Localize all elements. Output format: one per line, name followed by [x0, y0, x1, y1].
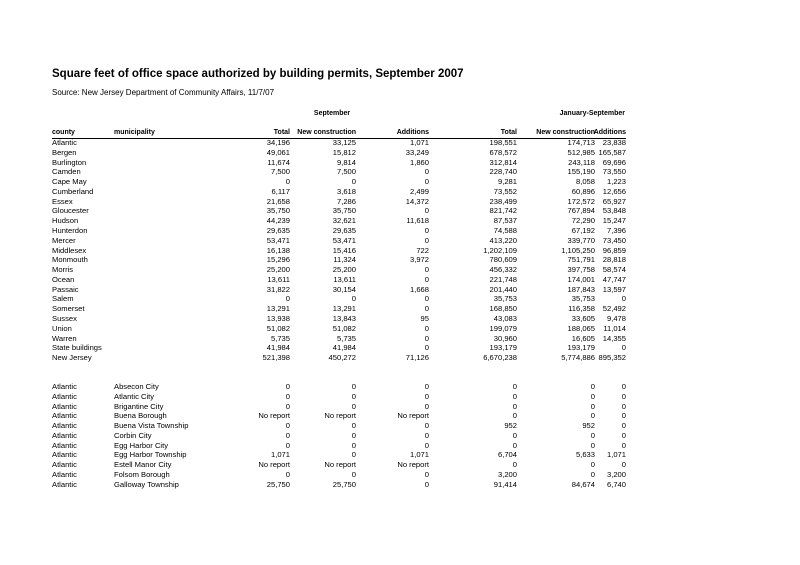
- cell-ytd-additions: 12,656: [602, 186, 626, 196]
- source-note: Source: New Jersey Department of Community Affairs, 11/7/07: [52, 88, 275, 97]
- cell-municipality: Egg Harbor Township: [114, 450, 187, 460]
- cell-county: State buildings: [52, 343, 102, 353]
- county-row: [0, 285, 800, 295]
- cell-ytd-additions: 58,574: [602, 265, 626, 275]
- cell-ytd-total: 238,499: [489, 196, 517, 206]
- cell-additions: 0: [424, 226, 429, 236]
- cell-ytd-new-construction: 0: [590, 382, 595, 391]
- cell-additions: 0: [424, 265, 429, 275]
- cell-ytd-total: 456,332: [489, 265, 517, 275]
- cell-ytd-total: 0: [512, 391, 517, 401]
- cell-ytd-new-construction: 512,985: [567, 147, 595, 157]
- cell-total: 0: [285, 421, 290, 431]
- cell-new-construction: 33,125: [332, 138, 356, 147]
- cell-county: Hudson: [52, 216, 79, 226]
- cell-new-construction: 0: [351, 391, 356, 401]
- cell-total: 1,071: [270, 450, 290, 460]
- cell-new-construction: 30,154: [332, 284, 356, 294]
- cell-ytd-new-construction: 84,674: [571, 479, 595, 489]
- cell-ytd-additions: 15,247: [602, 216, 626, 226]
- column-header-additions: Additions: [396, 129, 429, 136]
- cell-county: Atlantic: [52, 421, 77, 431]
- cell-additions: 0: [424, 235, 429, 245]
- cell-ytd-additions: 14,355: [602, 333, 626, 343]
- group-header-september: September: [313, 110, 351, 117]
- cell-additions: 3,972: [409, 255, 429, 265]
- municipality-row: [0, 450, 800, 460]
- cell-ytd-additions: 52,492: [602, 304, 626, 314]
- cell-additions: 1,860: [409, 157, 429, 167]
- cell-additions: 11,618: [406, 216, 429, 226]
- cell-additions: 95: [420, 314, 429, 324]
- cell-ytd-total: 413,220: [489, 235, 517, 245]
- cell-ytd-new-construction: 155,190: [567, 167, 595, 177]
- cell-new-construction: 450,272: [328, 353, 356, 363]
- cell-ytd-additions: 3,200: [606, 470, 626, 480]
- municipality-row: [0, 480, 800, 490]
- cell-new-construction: No report: [324, 411, 356, 421]
- cell-additions: 33,249: [405, 147, 429, 157]
- cell-county: Cumberland: [52, 186, 94, 196]
- cell-ytd-new-construction: 193,179: [567, 343, 595, 353]
- cell-county: Bergen: [52, 147, 77, 157]
- cell-ytd-total: 0: [512, 440, 517, 450]
- column-header-total: Total: [273, 129, 290, 136]
- cell-new-construction: 29,635: [332, 226, 356, 236]
- cell-county: Morris: [52, 265, 74, 275]
- cell-total: No report: [258, 411, 290, 421]
- cell-ytd-additions: 7,396: [606, 226, 626, 236]
- cell-additions: 2,499: [409, 186, 429, 196]
- cell-new-construction: 0: [351, 421, 356, 431]
- municipality-row: [0, 402, 800, 412]
- cell-total: 0: [285, 391, 290, 401]
- cell-ytd-total: 9,281: [497, 177, 517, 187]
- cell-ytd-new-construction: 0: [590, 470, 595, 480]
- cell-ytd-additions: 73,550: [602, 167, 626, 177]
- cell-ytd-new-construction: 174,713: [567, 138, 595, 147]
- county-row: [0, 353, 800, 363]
- cell-municipality: Corbin City: [114, 430, 152, 440]
- cell-ytd-total: 780,609: [489, 255, 517, 265]
- cell-county: Mercer: [52, 235, 76, 245]
- cell-total: 25,750: [266, 479, 290, 489]
- cell-total: 521,398: [262, 353, 290, 363]
- cell-total: 21,658: [266, 196, 290, 206]
- cell-ytd-total: 3,200: [497, 470, 517, 480]
- cell-county: Monmouth: [52, 255, 88, 265]
- cell-total: 49,061: [266, 147, 290, 157]
- county-row: [0, 206, 800, 216]
- cell-ytd-additions: 0: [621, 391, 626, 401]
- cell-county: Atlantic: [52, 401, 77, 411]
- cell-additions: 1,071: [409, 138, 429, 147]
- cell-ytd-additions: 6,740: [606, 479, 626, 489]
- cell-additions: 0: [424, 430, 429, 440]
- cell-total: 5,735: [270, 333, 290, 343]
- county-row: [0, 236, 800, 246]
- cell-ytd-new-construction: 188,065: [567, 323, 595, 333]
- cell-county: Sussex: [52, 314, 77, 324]
- cell-county: Hunterdon: [52, 226, 88, 236]
- cell-county: Atlantic: [52, 430, 77, 440]
- cell-municipality: Buena Vista Township: [114, 421, 189, 431]
- column-header-county: county: [52, 129, 75, 136]
- cell-new-construction: 0: [351, 382, 356, 391]
- cell-ytd-additions: 11,014: [603, 323, 626, 333]
- cell-total: 6,117: [271, 186, 290, 196]
- cell-ytd-new-construction: 1,105,250: [561, 245, 595, 255]
- cell-new-construction: 13,843: [332, 314, 356, 324]
- county-row: [0, 324, 800, 334]
- county-row: [0, 148, 800, 158]
- cell-ytd-total: 6,670,238: [483, 353, 517, 363]
- municipality-row: [0, 441, 800, 451]
- cell-total: 0: [285, 440, 290, 450]
- cell-county: Somerset: [52, 304, 85, 314]
- column-header-ytd-total: Total: [500, 129, 517, 136]
- cell-ytd-additions: 0: [621, 382, 626, 391]
- cell-ytd-total: 43,083: [493, 314, 517, 324]
- cell-ytd-new-construction: 0: [590, 430, 595, 440]
- county-row: [0, 275, 800, 285]
- municipality-row: [0, 470, 800, 480]
- cell-ytd-additions: 13,597: [602, 284, 626, 294]
- cell-new-construction: 13,611: [333, 274, 356, 284]
- cell-ytd-additions: 895,352: [598, 353, 626, 363]
- cell-additions: 1,668: [409, 284, 429, 294]
- cell-county: Burlington: [52, 157, 87, 167]
- county-row: [0, 197, 800, 207]
- cell-additions: 0: [424, 401, 429, 411]
- cell-new-construction: 53,471: [332, 235, 356, 245]
- cell-ytd-new-construction: 5,633: [575, 450, 595, 460]
- cell-ytd-total: 30,960: [493, 333, 517, 343]
- cell-ytd-total: 201,440: [489, 284, 517, 294]
- cell-ytd-total: 312,814: [489, 157, 517, 167]
- cell-ytd-total: 193,179: [489, 343, 517, 353]
- cell-ytd-additions: 0: [621, 411, 626, 421]
- cell-county: Atlantic: [52, 391, 77, 401]
- cell-total: 13,938: [266, 314, 290, 324]
- cell-ytd-total: 221,748: [489, 274, 517, 284]
- column-header-new-construction: New construction: [297, 129, 356, 136]
- cell-additions: 0: [424, 206, 429, 216]
- county-row: [0, 304, 800, 314]
- cell-new-construction: 0: [351, 401, 356, 411]
- cell-ytd-total: 168,850: [489, 304, 517, 314]
- cell-total: 25,200: [266, 265, 290, 275]
- cell-county: Camden: [52, 167, 81, 177]
- cell-ytd-new-construction: 72,290: [571, 216, 595, 226]
- municipality-row: [0, 411, 800, 421]
- page-title: Square feet of office space authorized by building permits, September 2007: [52, 68, 464, 80]
- cell-municipality: Brigantine City: [114, 401, 164, 411]
- cell-ytd-new-construction: 174,001: [567, 274, 595, 284]
- cell-total: 0: [285, 401, 290, 411]
- cell-additions: 0: [424, 177, 429, 187]
- cell-additions: 0: [424, 343, 429, 353]
- cell-ytd-new-construction: 116,358: [568, 304, 595, 314]
- column-header-ytd-new-construction: New construction: [536, 129, 595, 136]
- cell-additions: 14,372: [405, 196, 429, 206]
- county-row: [0, 255, 800, 265]
- cell-additions: No report: [397, 411, 429, 421]
- cell-new-construction: 7,500: [336, 167, 356, 177]
- cell-new-construction: 32,621: [332, 216, 356, 226]
- cell-new-construction: 13,291: [332, 304, 356, 314]
- cell-county: Atlantic: [52, 138, 77, 147]
- cell-ytd-new-construction: 8,058: [575, 177, 595, 187]
- cell-ytd-new-construction: 397,758: [567, 265, 595, 275]
- cell-municipality: Folsom Borough: [114, 470, 170, 480]
- cell-county: Atlantic: [52, 440, 77, 450]
- cell-ytd-total: 228,740: [489, 167, 517, 177]
- cell-ytd-additions: 1,071: [606, 450, 626, 460]
- cell-ytd-new-construction: 0: [590, 391, 595, 401]
- county-row: [0, 216, 800, 226]
- cell-municipality: Egg Harbor City: [114, 440, 169, 450]
- cell-county: Essex: [52, 196, 73, 206]
- cell-county: Atlantic: [52, 479, 77, 489]
- cell-additions: 0: [424, 391, 429, 401]
- cell-county: Atlantic: [52, 460, 77, 470]
- cell-ytd-new-construction: 767,894: [567, 206, 595, 216]
- cell-total: 0: [285, 294, 290, 304]
- cell-ytd-new-construction: 60,896: [571, 186, 595, 196]
- cell-ytd-additions: 0: [621, 421, 626, 431]
- cell-total: 0: [285, 470, 290, 480]
- municipality-row: [0, 421, 800, 431]
- cell-ytd-additions: 0: [621, 294, 626, 304]
- county-row: [0, 334, 800, 344]
- cell-ytd-additions: 65,927: [602, 196, 626, 206]
- cell-municipality: Estell Manor City: [114, 460, 172, 470]
- cell-ytd-new-construction: 952: [582, 421, 595, 431]
- cell-county: Atlantic: [52, 470, 77, 480]
- cell-total: 41,984: [266, 343, 290, 353]
- county-row: [0, 314, 800, 324]
- cell-ytd-new-construction: 0: [590, 411, 595, 421]
- cell-ytd-total: 91,414: [493, 479, 517, 489]
- cell-ytd-additions: 73,450: [602, 235, 626, 245]
- cell-ytd-new-construction: 35,753: [571, 294, 595, 304]
- cell-ytd-new-construction: 16,605: [571, 333, 595, 343]
- cell-county: Atlantic: [52, 411, 77, 421]
- cell-county: Cape May: [52, 177, 87, 187]
- cell-ytd-total: 35,753: [493, 294, 517, 304]
- cell-total: 35,750: [266, 206, 290, 216]
- column-header-municipality: municipality: [114, 129, 155, 136]
- county-row: [0, 187, 800, 197]
- cell-municipality: Atlantic City: [114, 391, 155, 401]
- cell-ytd-total: 0: [512, 382, 517, 391]
- cell-total: 7,500: [270, 167, 290, 177]
- cell-total: 44,239: [266, 216, 290, 226]
- cell-ytd-additions: 0: [621, 401, 626, 411]
- cell-total: 29,635: [266, 226, 290, 236]
- cell-ytd-additions: 53,848: [602, 206, 626, 216]
- cell-ytd-total: 198,551: [489, 138, 517, 147]
- cell-ytd-additions: 0: [621, 430, 626, 440]
- county-row: [0, 343, 800, 353]
- cell-total: 0: [285, 382, 290, 391]
- cell-ytd-total: 0: [512, 401, 517, 411]
- cell-new-construction: 9,814: [336, 157, 356, 167]
- cell-county: Ocean: [52, 274, 75, 284]
- cell-new-construction: 7,286: [336, 196, 356, 206]
- cell-ytd-additions: 28,818: [602, 255, 626, 265]
- cell-additions: 0: [424, 323, 429, 333]
- cell-additions: 0: [424, 167, 429, 177]
- cell-ytd-additions: 47,747: [602, 274, 626, 284]
- cell-ytd-new-construction: 243,118: [568, 157, 595, 167]
- cell-additions: 0: [424, 440, 429, 450]
- cell-ytd-new-construction: 0: [590, 401, 595, 411]
- cell-new-construction: 51,082: [332, 323, 356, 333]
- cell-ytd-additions: 165,587: [598, 147, 626, 157]
- county-row: [0, 177, 800, 187]
- cell-total: 53,471: [266, 235, 290, 245]
- county-row: [0, 138, 800, 148]
- cell-ytd-total: 821,742: [489, 206, 517, 216]
- county-row: [0, 294, 800, 304]
- cell-county: Atlantic: [52, 450, 77, 460]
- cell-ytd-additions: 69,696: [602, 157, 626, 167]
- cell-new-construction: 0: [351, 450, 356, 460]
- cell-ytd-total: 6,704: [497, 450, 517, 460]
- cell-county: Salem: [52, 294, 74, 304]
- cell-ytd-total: 199,079: [489, 323, 517, 333]
- cell-total: 0: [285, 177, 290, 187]
- cell-county: Middlesex: [52, 245, 87, 255]
- county-row: [0, 246, 800, 256]
- cell-ytd-total: 73,552: [493, 186, 517, 196]
- cell-ytd-total: 87,537: [493, 216, 517, 226]
- cell-total: 34,196: [266, 138, 290, 147]
- cell-additions: 0: [424, 470, 429, 480]
- cell-ytd-new-construction: 187,843: [567, 284, 595, 294]
- cell-ytd-total: 952: [504, 421, 517, 431]
- cell-new-construction: 35,750: [332, 206, 356, 216]
- cell-municipality: Galloway Township: [114, 479, 179, 489]
- cell-ytd-new-construction: 67,192: [571, 226, 595, 236]
- cell-new-construction: 15,812: [332, 147, 356, 157]
- column-header-row: [0, 128, 800, 138]
- cell-ytd-total: 1,202,109: [483, 245, 517, 255]
- cell-additions: 0: [424, 294, 429, 304]
- cell-ytd-additions: 0: [621, 460, 626, 470]
- cell-additions: 71,126: [405, 353, 429, 363]
- cell-new-construction: 11,324: [333, 255, 356, 265]
- cell-additions: 722: [416, 245, 429, 255]
- cell-municipality: Buena Borough: [114, 411, 167, 421]
- cell-new-construction: 0: [351, 177, 356, 187]
- municipality-row: [0, 431, 800, 441]
- cell-ytd-new-construction: 339,770: [567, 235, 595, 245]
- cell-total: 0: [285, 430, 290, 440]
- cell-new-construction: No report: [324, 460, 356, 470]
- cell-new-construction: 0: [351, 430, 356, 440]
- cell-total: No report: [258, 460, 290, 470]
- column-header-ytd-additions: Additions: [593, 129, 626, 136]
- cell-ytd-additions: 1,223: [606, 177, 626, 187]
- cell-county: Warren: [52, 333, 77, 343]
- cell-county: Gloucester: [52, 206, 89, 216]
- cell-total: 16,138: [266, 245, 290, 255]
- cell-ytd-new-construction: 33,605: [571, 314, 595, 324]
- cell-ytd-additions: 0: [621, 440, 626, 450]
- cell-ytd-total: 0: [512, 430, 517, 440]
- cell-new-construction: 15,416: [332, 245, 356, 255]
- cell-additions: 0: [424, 333, 429, 343]
- county-row: [0, 167, 800, 177]
- municipality-row: [0, 460, 800, 470]
- cell-ytd-additions: 9,478: [606, 314, 626, 324]
- cell-total: 15,296: [266, 255, 290, 265]
- cell-additions: No report: [397, 460, 429, 470]
- cell-total: 13,611: [267, 274, 290, 284]
- cell-new-construction: 25,750: [332, 479, 356, 489]
- cell-new-construction: 0: [351, 470, 356, 480]
- cell-ytd-total: 74,588: [493, 226, 517, 236]
- county-row: [0, 226, 800, 236]
- county-row: [0, 265, 800, 275]
- cell-total: 51,082: [266, 323, 290, 333]
- cell-ytd-new-construction: 751,791: [567, 255, 595, 265]
- cell-ytd-new-construction: 5,774,886: [561, 353, 595, 363]
- cell-ytd-total: 0: [512, 460, 517, 470]
- cell-county: Union: [52, 323, 72, 333]
- cell-new-construction: 41,984: [332, 343, 356, 353]
- cell-ytd-additions: 96,859: [602, 245, 626, 255]
- cell-new-construction: 0: [351, 294, 356, 304]
- cell-additions: 0: [424, 274, 429, 284]
- municipality-row: [0, 392, 800, 402]
- cell-ytd-additions: 23,838: [602, 138, 626, 147]
- cell-total: 13,291: [266, 304, 290, 314]
- cell-ytd-total: 0: [512, 411, 517, 421]
- cell-new-construction: 3,618: [336, 186, 356, 196]
- county-row: [0, 158, 800, 168]
- cell-county: Atlantic: [52, 382, 77, 391]
- cell-ytd-new-construction: 0: [590, 460, 595, 470]
- cell-new-construction: 0: [351, 440, 356, 450]
- cell-ytd-new-construction: 0: [590, 440, 595, 450]
- municipality-row: [0, 382, 800, 392]
- cell-ytd-total: 678,572: [489, 147, 517, 157]
- cell-new-construction: 25,200: [332, 265, 356, 275]
- cell-county: New Jersey: [52, 353, 92, 363]
- cell-total: 11,674: [267, 157, 290, 167]
- cell-additions: 1,071: [409, 450, 429, 460]
- cell-ytd-new-construction: 172,572: [567, 196, 595, 206]
- cell-municipality: Absecon City: [114, 382, 159, 391]
- cell-total: 31,822: [266, 284, 290, 294]
- cell-additions: 0: [424, 421, 429, 431]
- cell-additions: 0: [424, 304, 429, 314]
- cell-additions: 0: [424, 382, 429, 391]
- group-header-january-september: January-September: [559, 110, 625, 117]
- cell-ytd-additions: 0: [621, 343, 626, 353]
- cell-additions: 0: [424, 479, 429, 489]
- cell-new-construction: 5,735: [336, 333, 356, 343]
- cell-county: Passaic: [52, 284, 79, 294]
